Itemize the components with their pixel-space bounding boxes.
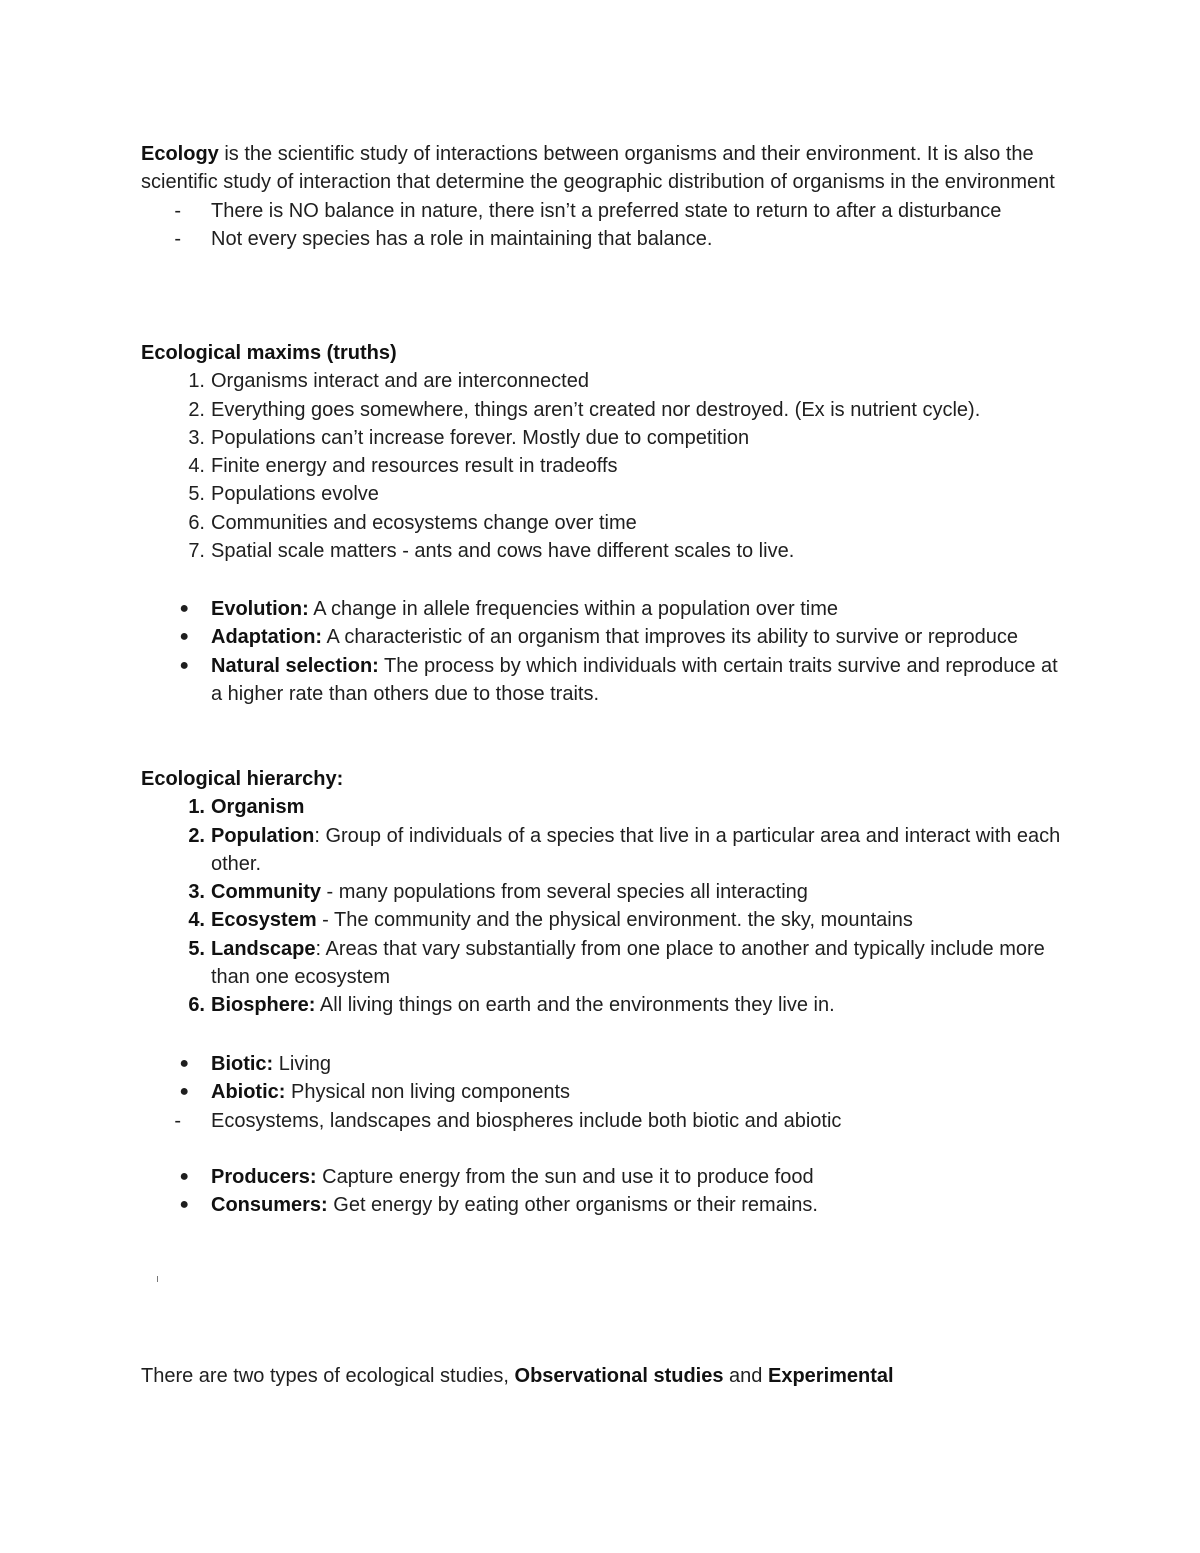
list-item (141, 396, 1071, 424)
bullet-marker: ● (179, 1196, 189, 1214)
hierarchy-heading: Ecological hierarchy: (141, 768, 344, 790)
maxims-heading: Ecological maxims (truths) (141, 342, 397, 364)
studies-term-experimental: Experimental (767, 1365, 894, 1387)
hierarchy-term: Landscape (211, 937, 316, 960)
definition-text: A characteristic of an organism that improves its ability to survive or reproduce (322, 626, 1018, 649)
list-item-text: Populations can’t increase forever. Mostly due to competition (211, 426, 750, 449)
list-item (141, 623, 1071, 651)
bullet-marker: ● (179, 656, 189, 674)
definition-term: Abiotic: (211, 1081, 286, 1104)
hierarchy-text: : Group of individuals of a species that live in a particular area and interact with each other. (211, 824, 1061, 875)
list-number: 4. (188, 455, 205, 478)
list-item (141, 452, 1071, 480)
intro-paragraph (141, 140, 1071, 197)
definition-term: Consumers: (211, 1194, 328, 1217)
list-item-text: Communities and ecosystems change over time (211, 511, 637, 534)
list-number: 5. (188, 937, 205, 960)
bullet-marker: ● (179, 1168, 189, 1185)
studies-section (141, 1362, 1071, 1390)
list-item (141, 793, 1071, 821)
list-number: 6. (188, 511, 205, 534)
list-item-text: Populations evolve (211, 483, 379, 506)
definition-term: Evolution: (211, 598, 309, 620)
list-item (141, 991, 1071, 1019)
list-item (141, 225, 1071, 253)
definition-term: Biotic: (211, 1053, 274, 1075)
list-item-text: Not every species has a role in maintaining that balance. (211, 227, 713, 250)
list-item (141, 822, 1071, 879)
hierarchy-term: Ecosystem (211, 909, 317, 932)
studies-paragraph: There are two types of ecological studies, Observational studies and Experimental (141, 1365, 894, 1387)
intro-text: is the scientific study of interactions between organisms and their environment. It is also the scientific study of interaction that determine the geographic distribution of organisms in the environment (141, 143, 1055, 194)
list-item (141, 537, 1071, 565)
list-item-text: Finite energy and resources result in tradeoffs (211, 455, 618, 478)
list-number: 3. (188, 426, 205, 449)
definition-term: Producers: (211, 1166, 317, 1188)
hierarchy-text: - many populations from several species all interacting (321, 881, 808, 904)
biotic-section (141, 1050, 1071, 1135)
intro-term: Ecology (141, 143, 219, 165)
list-item (141, 906, 1071, 934)
hierarchy-text: : Areas that vary substantially from one place to another and typically include more than one ecosystem (211, 937, 1045, 989)
hierarchy-text: - The community and the physical environment. the sky, mountains (316, 909, 913, 932)
list-number: 1. (188, 370, 205, 393)
definition-text: Physical non living components (285, 1081, 571, 1104)
list-number: 4. (188, 909, 205, 932)
list-number: 2. (188, 824, 205, 847)
list-item (141, 480, 1071, 508)
maxims-section (141, 339, 1071, 565)
studies-term-observational: Observational studies (514, 1365, 724, 1387)
list-number: 6. (188, 994, 205, 1017)
list-item (141, 197, 1071, 225)
dash-marker: - (174, 227, 181, 250)
definition-text: A change in allele frequencies within a population over time (308, 598, 838, 620)
list-item (141, 1163, 1071, 1191)
list-item (141, 1050, 1071, 1078)
definitions-section (141, 595, 1071, 708)
list-item (141, 367, 1071, 395)
hierarchy-term: Community (211, 881, 321, 904)
energy-section (141, 1163, 1071, 1220)
hierarchy-term: Biosphere: (211, 994, 316, 1017)
list-item (141, 1191, 1071, 1219)
list-item (141, 424, 1071, 452)
list-item (141, 509, 1071, 537)
list-item (141, 652, 1071, 709)
dash-marker: - (174, 199, 181, 222)
hierarchy-text: All living things on earth and the environments they live in. (315, 994, 835, 1017)
list-item-text: Spatial scale matters - ants and cows have different scales to live. (211, 540, 795, 563)
list-item (141, 935, 1071, 992)
definition-text: The process by which individuals with certain traits survive and reproduce at a higher rate than others due to those traits. (211, 654, 1058, 705)
list-item-text: There is NO balance in nature, there isn’t a preferred state to return to after a disturbance (211, 199, 1002, 222)
list-number: 3. (188, 881, 205, 904)
list-item-text: Everything goes somewhere, things aren’t created nor destroyed. (Ex is nutrient cycle). (211, 398, 981, 421)
definition-term: Adaptation: (211, 626, 323, 649)
list-number: 2. (188, 398, 205, 421)
list-item (141, 1107, 1071, 1135)
list-number: 7. (188, 540, 205, 563)
hierarchy-section (141, 765, 1071, 1020)
list-item (141, 878, 1071, 906)
list-number: 1. (188, 796, 205, 819)
bullet-marker: ● (179, 600, 189, 617)
list-item-text: Ecosystems, landscapes and biospheres include both biotic and abiotic (211, 1109, 842, 1132)
bullet-marker: ● (179, 1083, 189, 1101)
bullet-marker: ● (179, 1055, 189, 1072)
definition-term: Natural selection: (211, 654, 379, 677)
definition-text: Capture energy from the sun and use it to produce food (316, 1166, 814, 1188)
hierarchy-term: Population (211, 824, 315, 847)
list-item (141, 595, 1071, 623)
hierarchy-term: Organism (211, 796, 305, 819)
definition-text: Living (273, 1053, 332, 1075)
list-item (141, 1078, 1071, 1106)
intro-section (141, 140, 1071, 253)
list-number: 5. (188, 483, 205, 506)
definition-text: Get energy by eating other organisms or their remains. (327, 1194, 818, 1217)
dash-marker: - (174, 1109, 181, 1132)
list-item-text: Organisms interact and are interconnected (211, 370, 589, 393)
stray-mark (157, 1276, 158, 1282)
bullet-marker: ● (179, 628, 189, 646)
